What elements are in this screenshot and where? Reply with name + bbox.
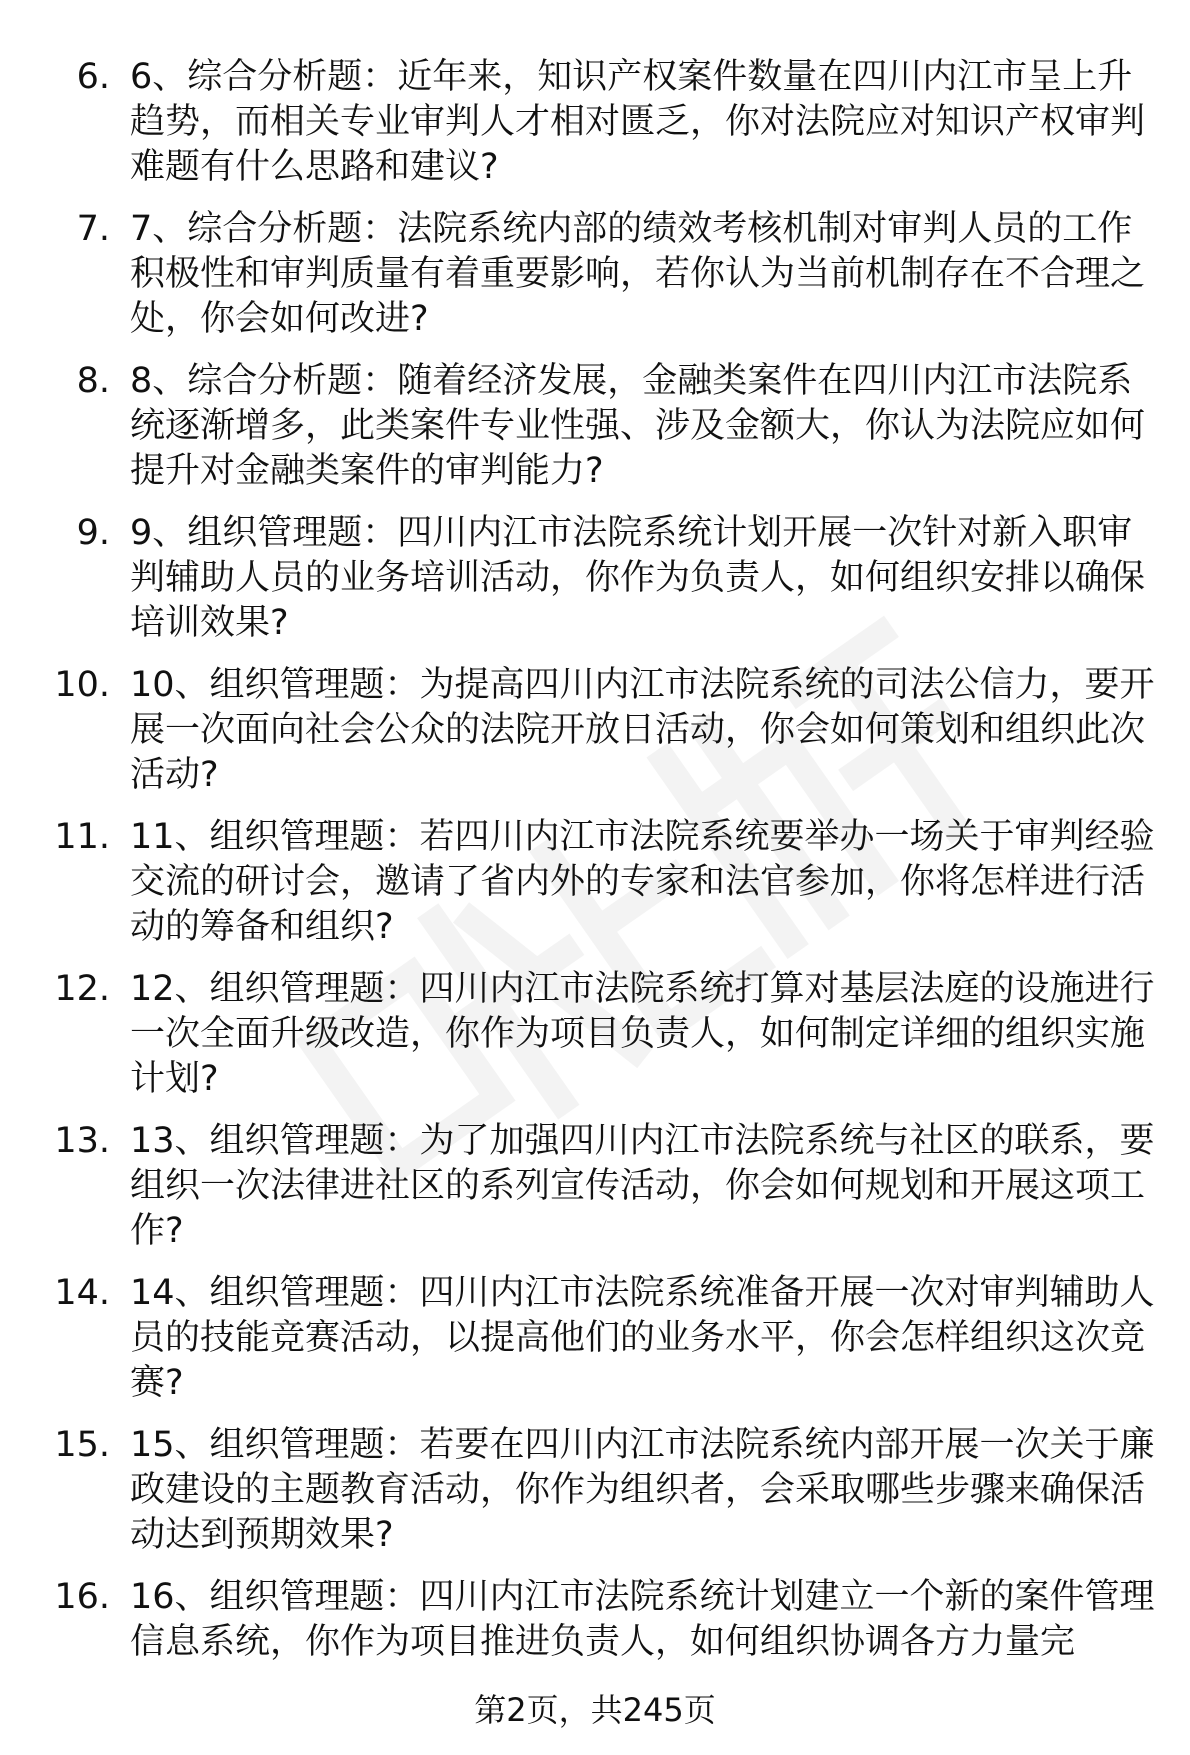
list-item: [0, 1119, 1190, 1254]
question-number: 10.: [54, 665, 110, 705]
list-item: [0, 1575, 1190, 1665]
list-item: [0, 511, 1190, 646]
list-item: [0, 967, 1190, 1102]
question-text: 6、综合分析题：近年来，知识产权案件数量在四川内江市呈上升趋势，而相关专业审判人才相对匮乏，你对法院应对知识产权审判难题有什么思路和建议?: [130, 57, 1146, 187]
question-text: 10、组织管理题：为提高四川内江市法院系统的司法公信力，要开展一次面向社会公众的法院开放日活动，你会如何策划和组织此次活动?: [130, 665, 1155, 795]
question-text: 14、组织管理题：四川内江市法院系统准备开展一次对审判辅助人员的技能竞赛活动，以提高他们的业务水平，你会怎样组织这次竞赛?: [130, 1273, 1155, 1403]
question-number: 14.: [54, 1273, 110, 1313]
question-list: [0, 55, 1190, 1682]
list-item: [0, 663, 1190, 798]
question-text: 16、组织管理题：四川内江市法院系统计划建立一个新的案件管理信息系统，你作为项目推进负责人，如何组织协调各方力量完: [130, 1577, 1155, 1662]
question-number: 15.: [54, 1425, 110, 1465]
question-number: 6.: [76, 57, 110, 97]
list-item: [0, 1423, 1190, 1558]
question-number: 7.: [76, 209, 110, 249]
question-text: 11、组织管理题：若四川内江市法院系统要举办一场关于审判经验交流的研讨会，邀请了省内外的专家和法官参加，你将怎样进行活动的筹备和组织?: [130, 817, 1155, 947]
question-text: 15、组织管理题：若要在四川内江市法院系统内部开展一次关于廉政建设的主题教育活动，你作为组织者，会采取哪些步骤来确保活动达到预期效果?: [130, 1425, 1155, 1555]
list-item: [0, 1271, 1190, 1406]
question-text: 13、组织管理题：为了加强四川内江市法院系统与社区的联系，要组织一次法律进社区的系列宣传活动，你会如何规划和开展这项工作?: [130, 1121, 1155, 1251]
question-number: 11.: [54, 817, 110, 857]
question-text: 7、综合分析题：法院系统内部的绩效考核机制对审判人员的工作积极性和审判质量有着重要影响，若你认为当前机制存在不合理之处，你会如何改进?: [130, 209, 1146, 339]
question-text: 9、组织管理题：四川内江市法院系统计划开展一次针对新入职审判辅助人员的业务培训活动，你作为负责人，如何组织安排以确保培训效果?: [130, 513, 1146, 643]
list-item: [0, 55, 1190, 190]
question-number: 8.: [76, 361, 110, 401]
question-text: 12、组织管理题：四川内江市法院系统打算对基层法庭的设施进行一次全面升级改造，你作为项目负责人，如何制定详细的组织实施计划?: [130, 969, 1155, 1099]
question-number: 12.: [54, 969, 110, 1009]
page-number-footer: 第2页，共245页: [474, 1691, 716, 1729]
list-item: [0, 815, 1190, 950]
list-item: [0, 207, 1190, 342]
question-number: 16.: [54, 1577, 110, 1617]
question-number: 13.: [54, 1121, 110, 1161]
list-item: [0, 359, 1190, 494]
question-text: 8、综合分析题：随着经济发展，金融类案件在四川内江市法院系统逐渐增多，此类案件专业性强、涉及金额大，你认为法院应如何提升对金融类案件的审判能力?: [130, 361, 1146, 491]
question-number: 9.: [76, 513, 110, 553]
